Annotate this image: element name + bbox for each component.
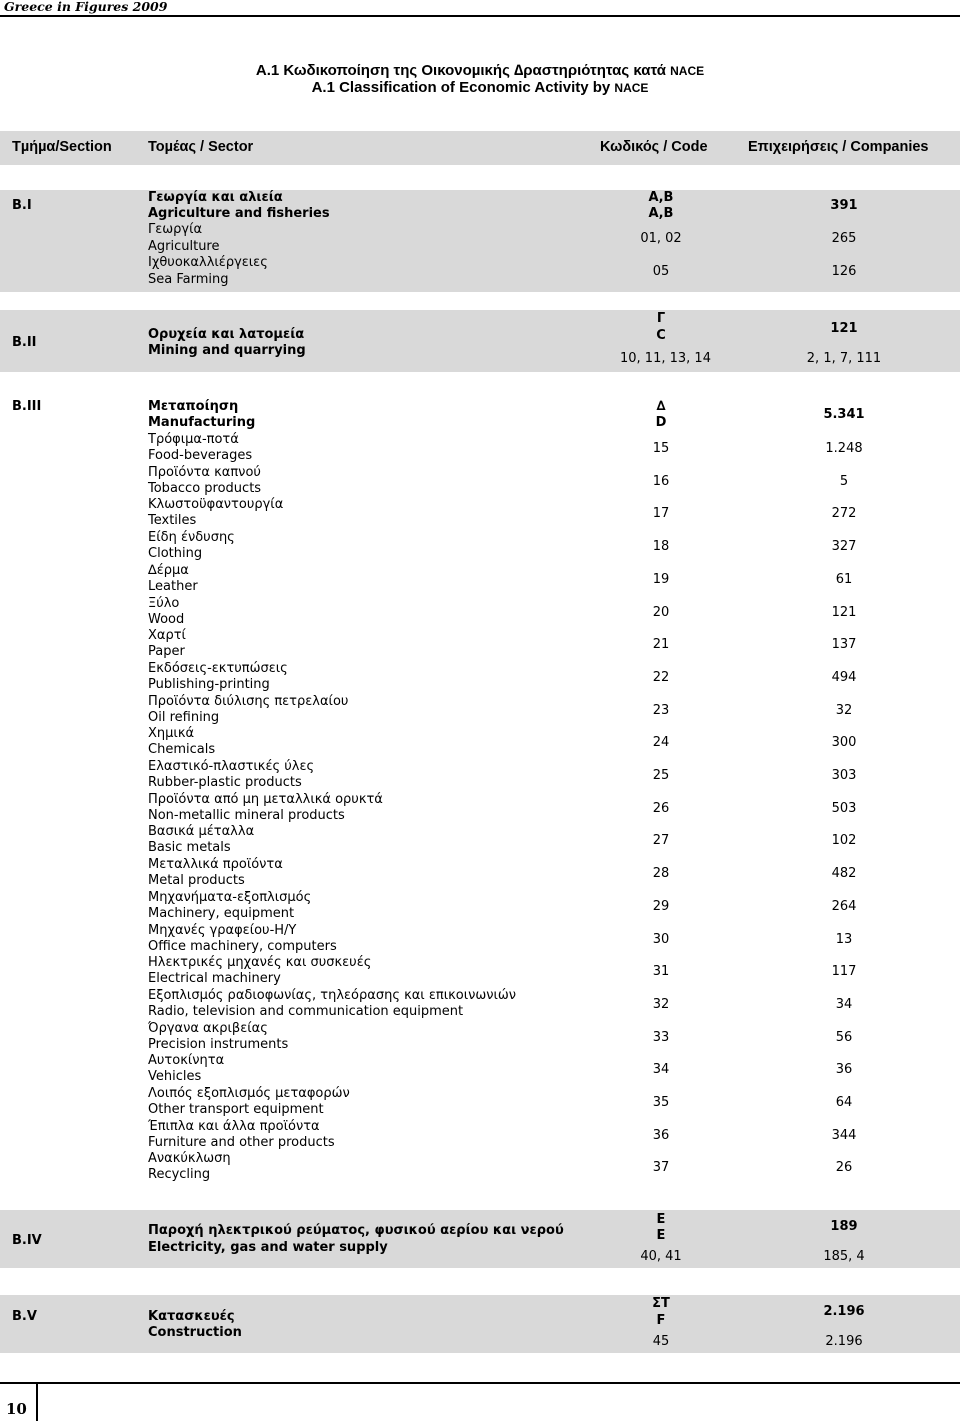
section-companies: 5.341: [823, 407, 865, 422]
sector-greek: Ηλεκτρικές µηχανές και συσκευές: [148, 955, 372, 970]
sector-greek: ∆έρµα: [148, 563, 189, 578]
section-code-greek: Α,Β: [648, 190, 674, 205]
sector-greek: Λοιπός εξοπλισµός µεταφορών: [148, 1086, 350, 1101]
sector-companies: 32: [835, 703, 853, 718]
sector-companies: 482: [831, 866, 857, 881]
sector-english: Textiles: [148, 513, 197, 528]
sector-companies: 26: [835, 1160, 853, 1175]
section-id: Β.I: [12, 198, 32, 213]
sector-greek: Χηµικά: [148, 726, 195, 741]
sector-companies: 64: [835, 1095, 853, 1110]
table-title-english: [0, 79, 960, 96]
section-title-english: Manufacturing: [148, 415, 256, 430]
section-code-english: C: [656, 328, 666, 343]
sector-code: 05: [652, 264, 670, 279]
sector-code: 19: [652, 572, 670, 587]
sector-english: Electrical machinery: [148, 971, 281, 986]
section-companies: 189: [830, 1219, 858, 1234]
sector-code: 18: [652, 539, 670, 554]
section-title-english: Electricity, gas and water supply: [148, 1240, 388, 1255]
sector-english: Tobacco products: [148, 481, 262, 496]
sector-english: Office machinery, computers: [148, 939, 337, 954]
column-header-section: Τµήµα/Section: [12, 139, 112, 155]
sector-english: Chemicals: [148, 742, 216, 757]
sector-code: 26: [652, 801, 670, 816]
sector-english: Oil refining: [148, 710, 220, 725]
sector-greek: Κλωστοϋφαντουργία: [148, 497, 284, 512]
sector-english: Clothing: [148, 546, 203, 561]
sector-greek: Τρόφιµα-ποτά: [148, 432, 239, 447]
sector-code: 22: [652, 670, 670, 685]
sector-greek: Εκδόσεις-εκτυπώσεις: [148, 661, 288, 676]
footer-rule: [0, 1382, 960, 1384]
section-title-english: Agriculture and fisheries: [148, 206, 330, 221]
section-code-detail: 40, 41: [640, 1249, 682, 1264]
section-code-english: E: [656, 1228, 666, 1243]
section-id: Β.IV: [12, 1233, 42, 1248]
sector-english: Vehicles: [148, 1069, 202, 1084]
section-id: Β.II: [12, 335, 37, 350]
sector-greek: Μηχανές γραφείου-Η/Υ: [148, 923, 297, 938]
section-title-greek: Παροχή ηλεκτρικού ρεύµατος, φυσικού αερίου και νερού: [148, 1223, 564, 1238]
column-header-code: Κωδικός / Code: [600, 139, 708, 155]
section-companies: 391: [830, 198, 858, 213]
sector-companies: 265: [831, 231, 857, 246]
table-title-greek: [0, 62, 960, 79]
column-header-sector: Τοµέας / Sector: [148, 139, 254, 155]
table-title-english-nace: NACE: [614, 81, 649, 95]
sector-code: 36: [652, 1128, 670, 1143]
sector-greek: Προϊόντα καπνού: [148, 465, 261, 480]
sector-code: 01, 02: [640, 231, 682, 246]
section-title-greek: Ορυχεία και λατοµεία: [148, 327, 305, 342]
sector-companies: 121: [831, 605, 857, 620]
sector-companies: 303: [831, 768, 857, 783]
sector-code: 24: [652, 735, 670, 750]
sector-greek: Μεταλλικά προϊόντα: [148, 857, 283, 872]
sector-code: 27: [652, 833, 670, 848]
table-title-english-text: Α.1 Classification of Economic Activity by: [311, 79, 611, 96]
section-companies-detail: 2.196: [825, 1334, 863, 1349]
sector-greek: Ιχθυοκαλλιέργειες: [148, 255, 268, 270]
sector-greek: Εξοπλισµός ραδιοφωνίας, τηλεόρασης και επικοινωνιών: [148, 988, 517, 1003]
sector-companies: 117: [831, 964, 857, 979]
sector-code: 23: [652, 703, 670, 718]
section-title-english: Construction: [148, 1325, 242, 1340]
sector-companies: 56: [835, 1030, 853, 1045]
table-title-greek-text: Α.1 Κωδικοποίηση της Οικονοµικής ∆ραστηριότητας κατά: [255, 62, 666, 79]
section-code-detail: 10, 11, 13, 14: [620, 351, 711, 366]
sector-code: 35: [652, 1095, 670, 1110]
section-title-greek: Κατασκευές: [148, 1309, 235, 1324]
sector-companies: 344: [831, 1128, 857, 1143]
sector-greek: Προϊόντα από µη µεταλλικά ορυκτά: [148, 792, 383, 807]
sector-english: Radio, television and communication equipment: [148, 1004, 464, 1019]
sector-greek: Αυτοκίνητα: [148, 1053, 225, 1068]
sector-greek: Είδη ένδυσης: [148, 530, 235, 545]
sector-greek: Γεωργία: [148, 222, 203, 237]
sector-greek: Προϊόντα διύλισης πετρελαίου: [148, 694, 349, 709]
sector-companies: 503: [831, 801, 857, 816]
sector-code: 34: [652, 1062, 670, 1077]
sector-companies: 300: [831, 735, 857, 750]
sector-english: Leather: [148, 579, 198, 594]
section-companies: 2.196: [823, 1304, 865, 1319]
section-code-greek: ∆: [656, 399, 666, 414]
sector-english: Recycling: [148, 1167, 211, 1182]
sector-code: 17: [652, 506, 670, 521]
publication-title: Greece in Figures 2009: [4, 0, 168, 14]
sector-code: 20: [652, 605, 670, 620]
sector-code: 32: [652, 997, 670, 1012]
sector-greek: Ελαστικό-πλαστικές ύλες: [148, 759, 315, 774]
sector-english: Publishing-printing: [148, 677, 270, 692]
sector-code: 31: [652, 964, 670, 979]
sector-companies: 327: [831, 539, 857, 554]
sector-code: 16: [652, 474, 670, 489]
section-title-greek: Γεωργία και αλιεία: [148, 190, 283, 205]
section-code-greek: Ε: [656, 1212, 666, 1227]
sector-greek: Μηχανήµατα-εξοπλισµός: [148, 890, 312, 905]
sector-code: 37: [652, 1160, 670, 1175]
sector-english: Precision instruments: [148, 1037, 289, 1052]
section-code-detail: 45: [652, 1334, 670, 1349]
section-companies: 121: [830, 321, 858, 336]
page-number: 10: [6, 1400, 27, 1418]
sector-companies: 34: [835, 997, 853, 1012]
sector-companies: 102: [831, 833, 857, 848]
header-rule: [0, 15, 960, 17]
sector-english: Machinery, equipment: [148, 906, 295, 921]
sector-greek: Έπιπλα και άλλα προϊόντα: [148, 1119, 320, 1134]
sector-greek: Όργανα ακριβείας: [148, 1021, 268, 1036]
sector-english: Paper: [148, 644, 185, 659]
section-companies-detail: 2, 1, 7, 111: [806, 351, 882, 366]
sector-companies: 61: [835, 572, 853, 587]
section-code-english: Α,Β: [648, 206, 674, 221]
section-id: Β.V: [12, 1309, 37, 1324]
sector-english: Metal products: [148, 873, 245, 888]
sector-english: Non-metallic mineral products: [148, 808, 345, 823]
sector-code: 28: [652, 866, 670, 881]
sector-code: 33: [652, 1030, 670, 1045]
sector-english: Rubber-plastic products: [148, 775, 302, 790]
sector-english: Wood: [148, 612, 185, 627]
sector-greek: Ξύλο: [148, 596, 180, 611]
sector-greek: Χαρτί: [148, 628, 186, 643]
sector-code: 15: [652, 441, 670, 456]
section-companies-detail: 185, 4: [823, 1249, 865, 1264]
section-code-english: F: [656, 1313, 666, 1328]
sector-code: 21: [652, 637, 670, 652]
sector-english: Agriculture: [148, 239, 220, 254]
sector-companies: 126: [831, 264, 857, 279]
column-header-companies: Επιχειρήσεις / Companies: [748, 139, 929, 155]
sector-companies: 36: [835, 1062, 853, 1077]
sector-english: Food-beverages: [148, 448, 253, 463]
sector-companies: 494: [831, 670, 857, 685]
sector-english: Other transport equipment: [148, 1102, 324, 1117]
table-title-greek-nace: NACE: [670, 64, 705, 78]
sector-companies: 1.248: [825, 441, 863, 456]
sector-code: 29: [652, 899, 670, 914]
sector-code: 30: [652, 932, 670, 947]
section-code-english: D: [655, 415, 667, 430]
section-code-greek: Γ: [656, 311, 666, 326]
sector-companies: 137: [831, 637, 857, 652]
sector-greek: Ανακύκλωση: [148, 1151, 231, 1166]
sector-companies: 5: [839, 474, 849, 489]
sector-english: Furniture and other products: [148, 1135, 335, 1150]
section-title-english: Mining and quarrying: [148, 343, 306, 358]
page-header: [0, 0, 960, 14]
section-id: Β.III: [12, 399, 42, 414]
sector-companies: 264: [831, 899, 857, 914]
sector-companies: 13: [835, 932, 853, 947]
section-code-greek: ΣΤ: [652, 1296, 670, 1311]
sector-english: Sea Farming: [148, 272, 229, 287]
sector-english: Basic metals: [148, 840, 231, 855]
section-title-greek: Μεταποίηση: [148, 399, 239, 414]
sector-greek: Βασικά µέταλλα: [148, 824, 255, 839]
sector-code: 25: [652, 768, 670, 783]
sector-companies: 272: [831, 506, 857, 521]
